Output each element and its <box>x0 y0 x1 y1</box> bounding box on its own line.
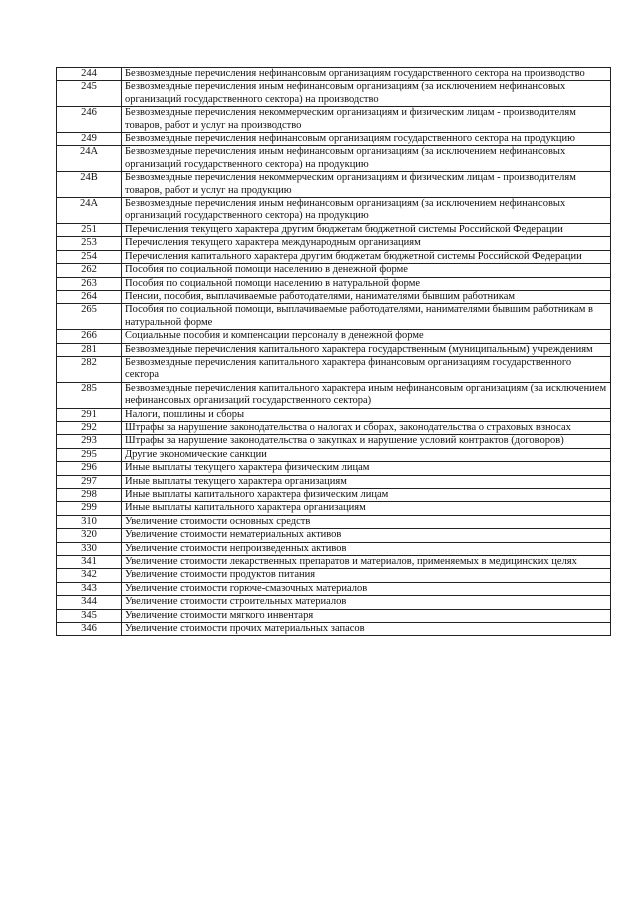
row-description: Безвозмездные перечисления капитального характера государственным (муниципальным) учреждениям <box>122 343 611 356</box>
row-code: 24А <box>57 146 122 172</box>
row-description: Увеличение стоимости мягкого инвентаря <box>122 609 611 622</box>
row-description: Налоги, пошлины и сборы <box>122 408 611 421</box>
row-description: Пособия по социальной помощи населению в денежной форме <box>122 264 611 277</box>
table-row <box>57 462 611 475</box>
row-code: 265 <box>57 304 122 330</box>
row-description: Увеличение стоимости прочих материальных запасов <box>122 623 611 636</box>
row-description: Увеличение стоимости горюче-смазочных материалов <box>122 582 611 595</box>
table-row <box>57 304 611 330</box>
table-row <box>57 609 611 622</box>
row-code: 24В <box>57 172 122 198</box>
row-description: Пособия по социальной помощи, выплачиваемые работодателями, нанимателями бывшим работникам в натуральной форме <box>122 304 611 330</box>
row-description: Безвозмездные перечисления нефинансовым организациям государственного сектора на продукцию <box>122 133 611 146</box>
table-row <box>57 223 611 236</box>
row-code: 244 <box>57 68 122 81</box>
table-row <box>57 435 611 448</box>
row-code: 251 <box>57 223 122 236</box>
table-row <box>57 250 611 263</box>
row-description: Пособия по социальной помощи населению в натуральной форме <box>122 277 611 290</box>
row-code: 330 <box>57 542 122 555</box>
row-code: 299 <box>57 502 122 515</box>
row-code: 249 <box>57 133 122 146</box>
row-code: 264 <box>57 290 122 303</box>
row-description: Безвозмездные перечисления иным нефинансовым организациям (за исключением нефинансовых организаций государственного сектора) на продукцию <box>122 198 611 224</box>
table-row <box>57 356 611 382</box>
row-code: 296 <box>57 462 122 475</box>
code-table-body <box>57 68 611 636</box>
table-row <box>57 81 611 107</box>
table-row <box>57 277 611 290</box>
table-row <box>57 475 611 488</box>
table-row <box>57 382 611 408</box>
row-description: Увеличение стоимости непроизведенных активов <box>122 542 611 555</box>
table-row <box>57 515 611 528</box>
row-code: 341 <box>57 556 122 569</box>
table-row <box>57 596 611 609</box>
row-code: 263 <box>57 277 122 290</box>
table-row <box>57 542 611 555</box>
row-description: Иные выплаты текущего характера организациям <box>122 475 611 488</box>
table-row <box>57 529 611 542</box>
row-code: 345 <box>57 609 122 622</box>
row-description: Увеличение стоимости лекарственных препаратов и материалов, применяемых в медицинских целях <box>122 556 611 569</box>
row-description: Безвозмездные перечисления иным нефинансовым организациям (за исключением нефинансовых организаций государственного сектора) на продукцию <box>122 146 611 172</box>
row-code: 346 <box>57 623 122 636</box>
row-description: Перечисления текущего характера другим бюджетам бюджетной системы Российской Федерации <box>122 223 611 236</box>
row-description: Штрафы за нарушение законодательства о закупках и нарушение условий контрактов (договоров) <box>122 435 611 448</box>
table-row <box>57 489 611 502</box>
row-code: 262 <box>57 264 122 277</box>
table-row <box>57 421 611 434</box>
row-description: Социальные пособия и компенсации персоналу в денежной форме <box>122 330 611 343</box>
table-row <box>57 290 611 303</box>
row-description: Иные выплаты капитального характера физическим лицам <box>122 489 611 502</box>
row-description: Штрафы за нарушение законодательства о налогах и сборах, законодательства о страховых взносах <box>122 421 611 434</box>
row-code: 281 <box>57 343 122 356</box>
table-row <box>57 264 611 277</box>
row-description: Безвозмездные перечисления капитального характера финансовым организациям государственного сектора <box>122 356 611 382</box>
row-code: 24А <box>57 198 122 224</box>
row-description: Другие экономические санкции <box>122 448 611 461</box>
row-code: 295 <box>57 448 122 461</box>
code-table <box>56 67 611 636</box>
row-code: 266 <box>57 330 122 343</box>
table-row <box>57 133 611 146</box>
table-row <box>57 172 611 198</box>
row-code: 282 <box>57 356 122 382</box>
row-code: 254 <box>57 250 122 263</box>
row-code: 344 <box>57 596 122 609</box>
table-row <box>57 107 611 133</box>
row-description: Безвозмездные перечисления иным нефинансовым организациям (за исключением нефинансовых организаций государственного сектора) на производство <box>122 81 611 107</box>
row-code: 342 <box>57 569 122 582</box>
row-description: Увеличение стоимости строительных материалов <box>122 596 611 609</box>
row-description: Иные выплаты капитального характера организациям <box>122 502 611 515</box>
table-row <box>57 569 611 582</box>
row-description: Безвозмездные перечисления некоммерческим организациям и физическим лицам - производителям товаров, работ и услуг на производство <box>122 107 611 133</box>
row-code: 320 <box>57 529 122 542</box>
row-code: 246 <box>57 107 122 133</box>
row-code: 245 <box>57 81 122 107</box>
row-description: Перечисления текущего характера международным организациям <box>122 237 611 250</box>
row-code: 285 <box>57 382 122 408</box>
row-description: Перечисления капитального характера другим бюджетам бюджетной системы Российской Федерации <box>122 250 611 263</box>
row-description: Безвозмездные перечисления нефинансовым организациям государственного сектора на производство <box>122 68 611 81</box>
row-code: 292 <box>57 421 122 434</box>
row-description: Безвозмездные перечисления некоммерческим организациям и физическим лицам - производителям товаров, работ и услуг на продукцию <box>122 172 611 198</box>
row-description: Увеличение стоимости продуктов питания <box>122 569 611 582</box>
table-row <box>57 330 611 343</box>
row-description: Пенсии, пособия, выплачиваемые работодателями, нанимателями бывшим работникам <box>122 290 611 303</box>
row-description: Безвозмездные перечисления капитального характера иным нефинансовым организациям (за исключением нефинансовых организаций государственного сектора) <box>122 382 611 408</box>
row-code: 293 <box>57 435 122 448</box>
row-code: 298 <box>57 489 122 502</box>
row-code: 343 <box>57 582 122 595</box>
table-row <box>57 448 611 461</box>
row-code: 253 <box>57 237 122 250</box>
table-row <box>57 408 611 421</box>
table-row <box>57 198 611 224</box>
table-row <box>57 582 611 595</box>
table-row <box>57 556 611 569</box>
row-description: Увеличение стоимости нематериальных активов <box>122 529 611 542</box>
row-code: 297 <box>57 475 122 488</box>
table-row <box>57 502 611 515</box>
table-row <box>57 146 611 172</box>
table-row <box>57 68 611 81</box>
row-description: Иные выплаты текущего характера физическим лицам <box>122 462 611 475</box>
table-row <box>57 623 611 636</box>
row-code: 291 <box>57 408 122 421</box>
row-code: 310 <box>57 515 122 528</box>
row-description: Увеличение стоимости основных средств <box>122 515 611 528</box>
table-row <box>57 343 611 356</box>
table-row <box>57 237 611 250</box>
